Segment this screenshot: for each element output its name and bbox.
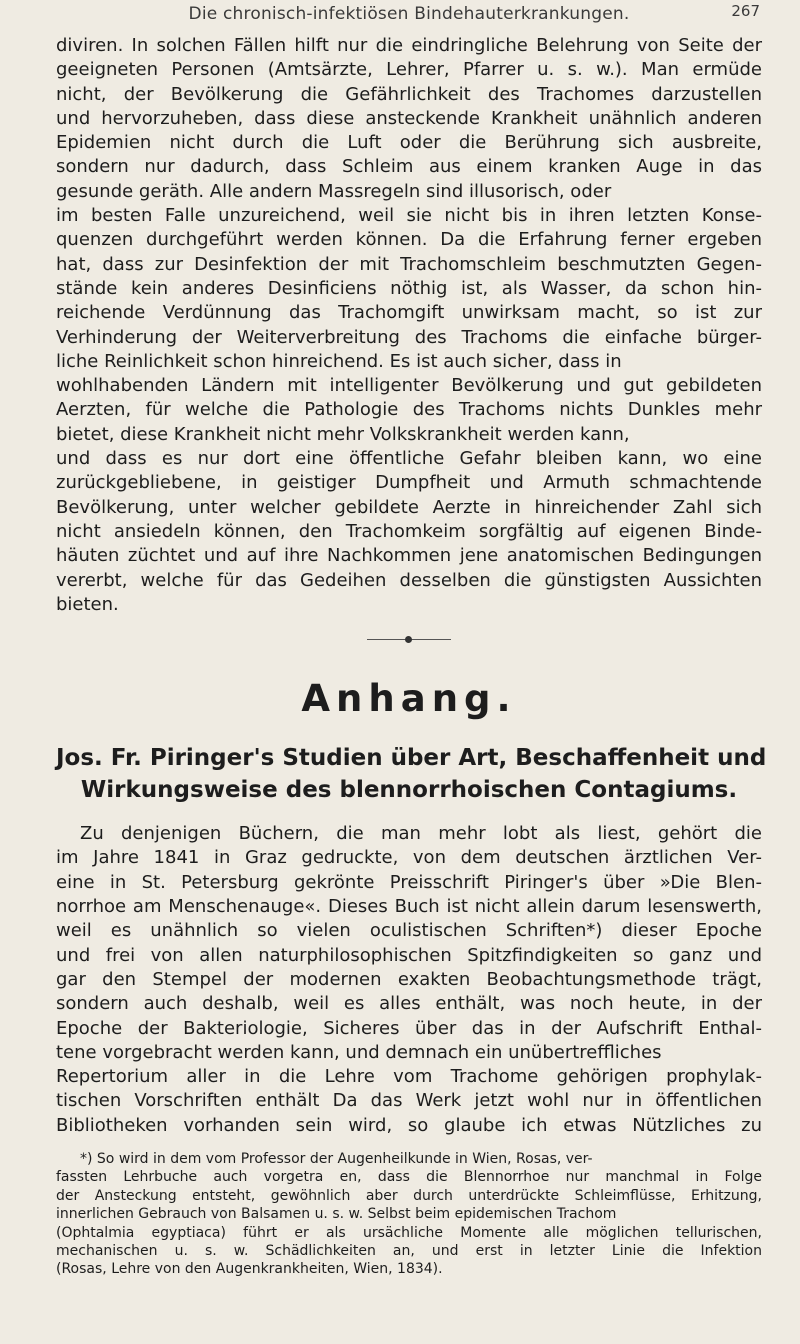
section-heading: Anhang. bbox=[301, 677, 517, 721]
text-line: Aerzten, für welche die Pathologie des Trachoms nichts Dunkles mehr bbox=[56, 399, 762, 421]
text-line: nicht, der Bevölkerung die Gefährlichkeit des Trachomes darzustellen bbox=[56, 83, 762, 105]
divider-ornament-icon bbox=[405, 636, 412, 643]
running-head-title: Die chronisch-infektiösen Bindehauterkrankungen. bbox=[188, 4, 630, 24]
text-line: und hervorzuheben, dass diese ansteckende Krankheit unähnlich anderen bbox=[56, 107, 762, 129]
text-line: diviren. In solchen Fällen hilft nur die eindringliche Belehrung von Seite der bbox=[56, 35, 762, 56]
section-divider bbox=[56, 617, 762, 655]
text-line: gesunde geräth. Alle andern Massregeln sind illusorisch, oder bbox=[56, 180, 612, 202]
text-line: bietet, diese Krankheit nicht mehr Volkskrankheit werden kann, bbox=[56, 423, 630, 445]
text-line: Zu denjenigen Büchern, die man mehr lobt als liest, gehört die bbox=[80, 823, 762, 845]
footnote-line: innerlichen Gebrauch von Balsamen u. s. w. Selbst beim epidemischen Trachom bbox=[56, 1206, 617, 1223]
text-line: häuten züchtet und auf ihre Nachkommen jene anatomischen Bedingungen bbox=[56, 545, 762, 567]
text-line: stände kein anderes Desinficiens nöthig ist, als Wasser, da schon hin- bbox=[56, 277, 762, 299]
text-line: hat, dass zur Desinfektion der mit Trachomschleim beschmutzten Gegen- bbox=[56, 253, 762, 275]
footnote-line: (Ophtalmia egyptiaca) führt er als ursächliche Momente alle möglichen tellurischen, bbox=[56, 1224, 762, 1241]
text-line: und frei von allen naturphilosophischen Spitzfindigkeiten so ganz und bbox=[56, 944, 762, 966]
text-line: Repertorium aller in die Lehre vom Trachome gehörigen prophylak- bbox=[56, 1066, 762, 1088]
text-line: bieten. bbox=[56, 593, 119, 615]
text-line: und dass es nur dort eine öffentliche Gefahr bleiben kann, wo eine bbox=[56, 448, 762, 470]
text-line: liche Reinlichkeit schon hinreichend. Es ist auch sicher, dass in bbox=[56, 350, 622, 372]
text-line: reichende Verdünnung das Trachomgift unwirksam macht, so ist zur bbox=[56, 302, 762, 324]
footnote-line: *) So wird in dem vom Professor der Augenheilkunde in Wien, Rosas, ver- bbox=[80, 1150, 593, 1167]
text-line: eine in St. Petersburg gekrönte Preisschrift Piringer's über »Die Blen- bbox=[56, 871, 762, 893]
text-line: im Jahre 1841 in Graz gedruckte, von dem deutschen ärztlichen Ver- bbox=[56, 847, 762, 869]
text-line: quenzen durchgeführt werden können. Da die Erfahrung ferner ergeben bbox=[56, 229, 762, 251]
text-line: tischen Vorschriften enthält Da das Werk jetzt wohl nur in öffentlichen bbox=[56, 1090, 762, 1112]
text-line: weil es unähnlich so vielen oculistischen Schriften*) dieser Epoche bbox=[56, 920, 762, 942]
text-line: geeigneten Personen (Amtsärzte, Lehrer, Pfarrer u. s. w.). Man ermüde bbox=[56, 59, 762, 81]
footnote-line: (Rosas, Lehre von den Augenkrankheiten, Wien, 1834). bbox=[56, 1261, 443, 1278]
text-line: tene vorgebracht werden kann, und demnach ein unübertreffliches bbox=[56, 1041, 662, 1063]
text-line: Verhinderung der Weiterverbreitung des Trachoms die einfache bürger- bbox=[56, 326, 762, 348]
paragraph-piringer-review bbox=[56, 822, 762, 1138]
text-line: sondern nur dadurch, dass Schleim aus einem kranken Auge in das bbox=[56, 156, 762, 178]
text-line: wohlhabenden Ländern mit intelligenter Bevölkerung und gut gebildeten bbox=[56, 375, 762, 397]
article-title-line-2: Wirkungsweise des blennorrhoischen Contagiums. bbox=[80, 777, 738, 804]
text-line: Epoche der Bakteriologie, Sicheres über das in der Aufschrift Enthal- bbox=[56, 1017, 762, 1039]
text-line: norrhoe am Menschenauge«. Dieses Buch ist nicht allein darum lesenswerth, bbox=[56, 896, 762, 918]
text-line: Bibliotheken vorhanden sein wird, so glaube ich etwas Nützliches zu bbox=[56, 1114, 762, 1136]
page-number: 267 bbox=[731, 2, 760, 20]
footnote-line: der Ansteckung entsteht, gewöhnlich aber durch unterdrückte Schleimflüsse, Erhitzung, bbox=[56, 1187, 762, 1204]
text-line: nicht ansiedeln können, den Trachomkeim sorgfältig auf eigenen Binde- bbox=[56, 520, 762, 542]
article-title bbox=[56, 742, 767, 806]
text-line: im besten Falle unzureichend, weil sie nicht bis in ihren letzten Konse- bbox=[56, 205, 762, 227]
text-line: Bevölkerung, unter welcher gebildete Aerzte in hinreichender Zahl sich bbox=[56, 496, 762, 518]
text-line: gar den Stempel der modernen exakten Beobachtungsmethode trägt, bbox=[56, 968, 762, 990]
article-title-line-1: Jos. Fr. Piringer's Studien über Art, Beschaffenheit und bbox=[56, 745, 767, 772]
footnote-line: fassten Lehrbuche auch vorgetra en, dass die Blennorrhoe nur manchmal in Folge bbox=[56, 1169, 762, 1186]
text-line: Epidemien nicht durch die Luft oder die Berührung sich ausbreite, bbox=[56, 132, 762, 154]
paragraph-trachoma-prevention bbox=[56, 34, 762, 617]
footnote bbox=[56, 1150, 762, 1279]
text-line: sondern auch deshalb, weil es alles enthält, was noch heute, in der bbox=[56, 993, 762, 1015]
text-line: zurückgebliebene, in geistiger Dumpfheit und Armuth schmachtende bbox=[56, 472, 762, 494]
text-line: vererbt, welche für das Gedeihen desselben die günstigsten Aussichten bbox=[56, 569, 762, 591]
running-head bbox=[56, 0, 762, 34]
footnote-line: mechanischen u. s. w. Schädlichkeiten an, und erst in letzter Linie die Infektion bbox=[56, 1243, 762, 1260]
